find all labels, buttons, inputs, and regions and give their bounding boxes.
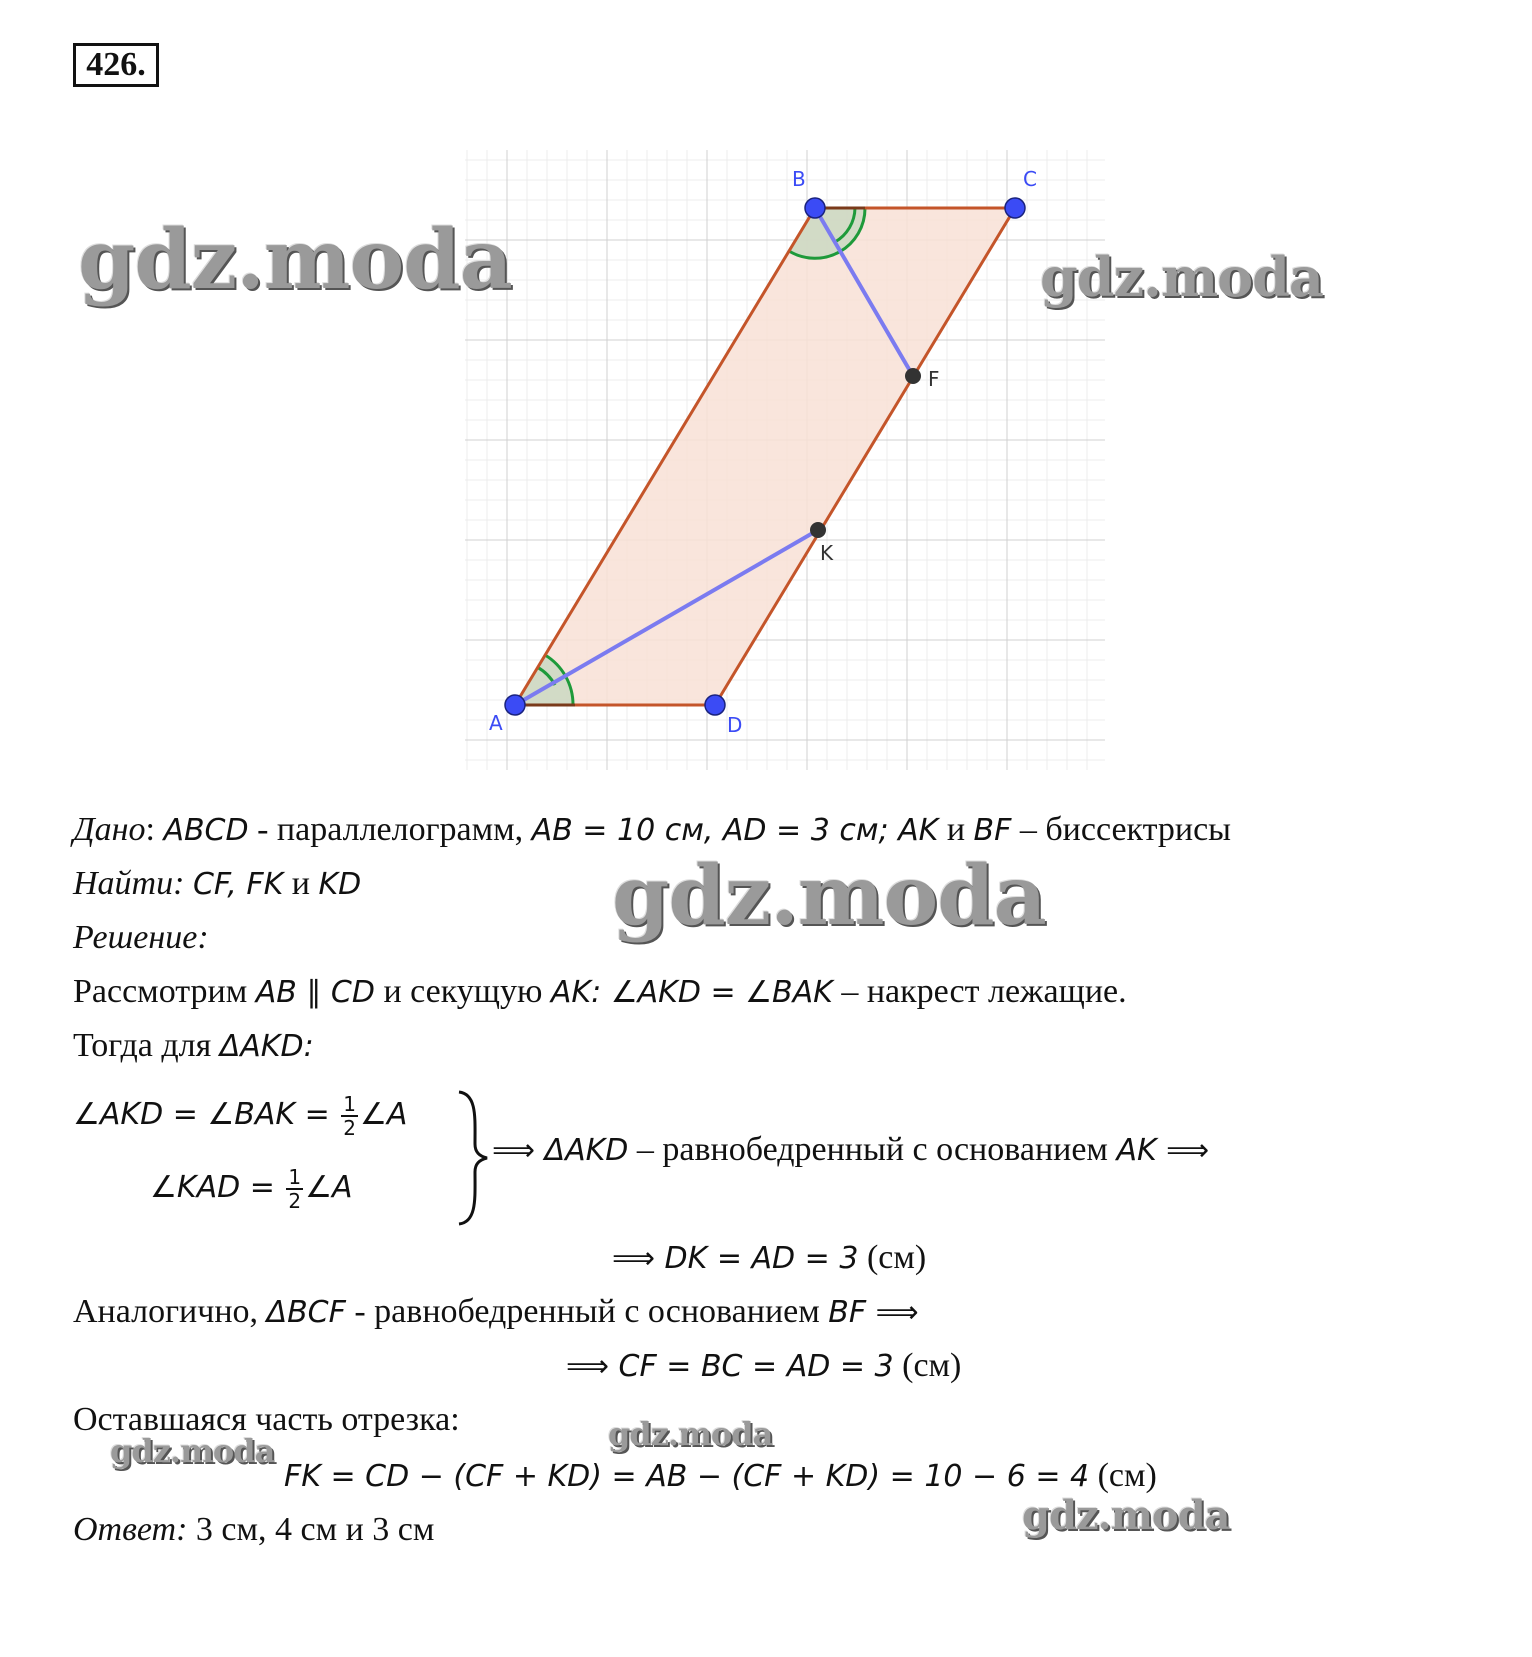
vertex-b: [805, 198, 825, 218]
watermark-2: gdz.moda: [1040, 245, 1323, 309]
dk-t: (см): [858, 1239, 927, 1276]
given-t1: - параллелограмм,: [248, 811, 532, 848]
cf-m: ⟹ CF = BC = AD = 3: [566, 1349, 894, 1384]
conc-t1: – равнобедренный с основанием: [628, 1131, 1117, 1168]
anal-m1: ΔBCF: [266, 1295, 346, 1330]
then-t1: Тогда для: [73, 1027, 220, 1064]
eq2-left: ∠KAD =: [150, 1169, 285, 1205]
dk-line: [612, 1238, 926, 1279]
label-b: B: [792, 167, 806, 191]
find-label: Найти:: [73, 865, 193, 902]
watermark-5: gdz.moda: [110, 1432, 275, 1470]
analog-line: [73, 1292, 919, 1333]
cf-line: [566, 1346, 961, 1387]
fk-m: FK = CD − (CF + KD) = AB − (CF + KD) = 10 − 6 = 4: [284, 1459, 1090, 1494]
consider-t1: Рассмотрим: [73, 973, 256, 1010]
label-a: A: [489, 711, 503, 735]
given-m2: AB = 10 см, AD = 3 см; AK: [531, 813, 939, 848]
consider-t2: и секущую: [374, 973, 551, 1010]
find-line: [73, 864, 361, 905]
cf-t: (см): [893, 1347, 962, 1384]
given-line: [73, 810, 1231, 851]
label-k: K: [820, 541, 834, 565]
watermark-1: gdz.moda: [78, 212, 512, 308]
dk-m: ⟹ DK = AD = 3: [612, 1241, 859, 1276]
given-m3: BF: [973, 813, 1012, 848]
solution-label: Решение:: [73, 919, 209, 956]
equation-1: [73, 1093, 407, 1139]
point-k: [810, 522, 826, 538]
label-f: F: [928, 367, 940, 391]
then-line: [73, 1026, 314, 1067]
fk-t: (см): [1089, 1457, 1157, 1494]
given-t2: и: [938, 811, 974, 848]
find-t1: и: [283, 865, 319, 902]
rest-line: Оставшаяся часть отрезка:: [73, 1401, 460, 1438]
parallelogram-fill: [515, 208, 1015, 705]
point-f: [905, 368, 921, 384]
consider-m2: AK: ∠AKD = ∠BAK: [550, 975, 833, 1010]
given-t3: – биссектрисы: [1011, 811, 1232, 848]
frac-num-2: 1: [288, 1165, 302, 1189]
frac-den-1: 2: [343, 1116, 357, 1140]
eq1-left: ∠AKD = ∠BAK =: [73, 1096, 340, 1132]
answer-label: Ответ:: [73, 1511, 196, 1548]
find-m2: KD: [318, 867, 362, 902]
watermark-3: gdz.moda: [612, 848, 1046, 944]
answer-text: 3 см, 4 см и 3 см: [195, 1511, 435, 1548]
label-d: D: [727, 713, 743, 737]
given-pre: :: [145, 811, 164, 848]
frac-den-2: 2: [288, 1189, 302, 1213]
given-label: Дано: [73, 811, 146, 848]
conclusion-line: [492, 1130, 1209, 1171]
consider-line: [73, 972, 1127, 1013]
label-c: C: [1023, 167, 1037, 191]
conc-m2: AK ⟹: [1116, 1133, 1210, 1168]
parallelogram-figure: [465, 150, 1105, 770]
conc-m1: ⟹ ΔAKD: [492, 1133, 629, 1168]
problem-number: 426.: [73, 43, 159, 87]
consider-m1: AB ∥ CD: [255, 975, 375, 1010]
anal-t2: - равнобедренный с основанием: [345, 1293, 829, 1330]
given-m1: ABCD: [163, 813, 249, 848]
watermark-4: gdz.moda: [608, 1415, 773, 1453]
anal-m2: BF ⟹: [828, 1295, 919, 1330]
fraction-half-1: [341, 1093, 358, 1139]
fk-line: [284, 1456, 1157, 1497]
fraction-half-2: [286, 1166, 303, 1212]
vertex-c: [1005, 198, 1025, 218]
frac-num-1: 1: [343, 1092, 357, 1116]
anal-t1: Аналогично,: [73, 1293, 267, 1330]
vertex-a: [505, 695, 525, 715]
right-brace: [455, 1088, 495, 1228]
vertex-d: [705, 695, 725, 715]
eq2-end: ∠A: [305, 1169, 353, 1205]
answer-line: [73, 1510, 434, 1550]
consider-t3: – накрест лежащие.: [832, 973, 1127, 1010]
equation-2: [150, 1166, 353, 1212]
watermark-6: gdz.moda: [1022, 1492, 1230, 1539]
find-m1: CF, FK: [192, 867, 284, 902]
eq1-end: ∠A: [360, 1096, 408, 1132]
then-m1: ΔAKD:: [219, 1029, 314, 1064]
